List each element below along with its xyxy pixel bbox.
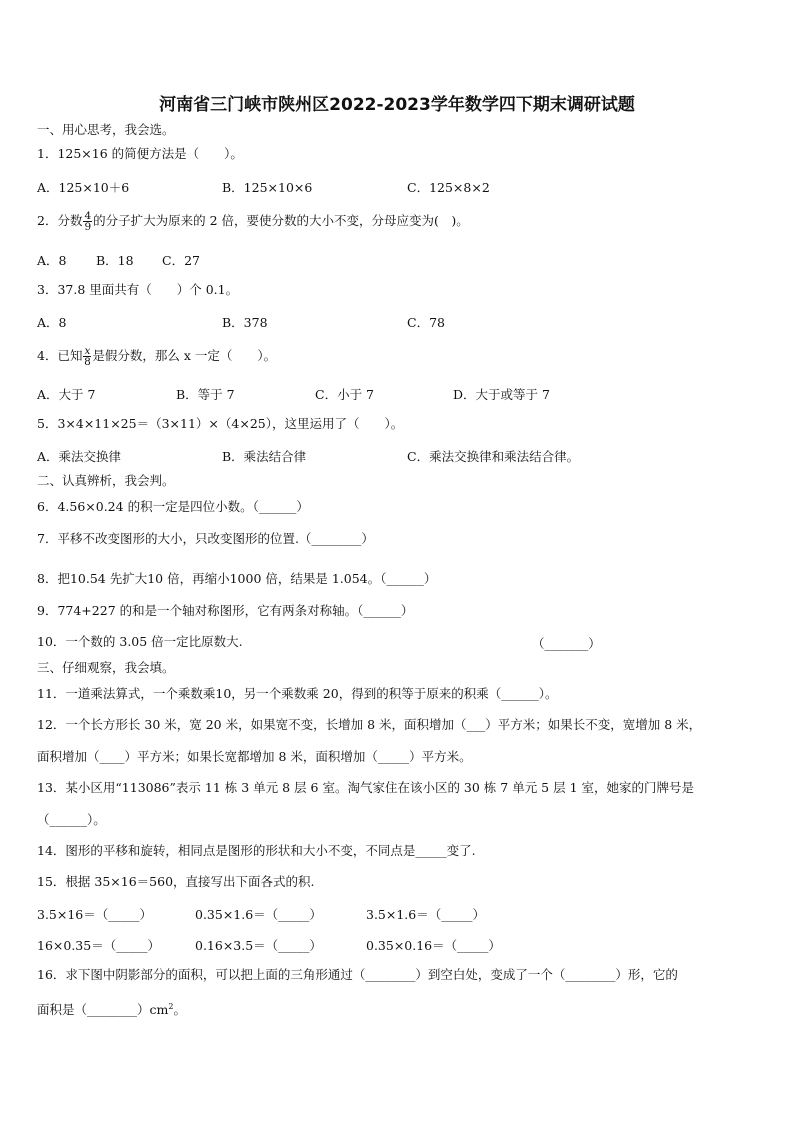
q4-option-c: C．小于 7: [315, 387, 374, 402]
q2-denominator: 9: [84, 221, 92, 233]
question-11: 11．一道乘法算式，一个乘数乘10，另一个乘数乘 20，得到的积等于原来的积乘（______）。: [37, 686, 558, 701]
question-10: 10．一个数的 3.05 倍一定比原数大.: [37, 634, 243, 649]
question-4: [37, 341, 774, 371]
q15-r2-item-2: 0.16×3.5＝（_____）: [195, 938, 322, 953]
q16-superscript: 2: [168, 1002, 174, 1011]
q5-option-a: A．乘法交换律: [37, 449, 122, 464]
question-3: 3．37.8 里面共有（ ）个 0.1。: [37, 282, 239, 297]
question-16-line-2: [37, 999, 774, 1018]
question-2: [37, 206, 774, 236]
q15-r2-item-1: 16×0.35＝（_____）: [37, 938, 160, 953]
q15-r1-item-2: 0.35×1.6＝（_____）: [195, 907, 322, 922]
q4-suffix: 是假分数，那么 x 一定（ ）。: [92, 348, 277, 363]
question-14: 14．图形的平移和旋转，相同点是图形的形状和大小不变，不同点是_____变了.: [37, 843, 476, 858]
q2-prefix: 2．分数: [37, 213, 83, 228]
q15-r2-item-3: 0.35×0.16＝（_____）: [366, 938, 501, 953]
q4-option-a: A．大于 7: [37, 387, 96, 402]
question-12-line-2: 面积增加（____）平方米；如果长宽都增加 8 米，面积增加（_____）平方米。: [37, 749, 472, 764]
q16-text: 面积是（________）cm: [37, 1002, 169, 1018]
question-9: 9．774+227 的和是一个轴对称图形，它有两条对称轴。（______）: [37, 603, 414, 618]
q2-option-b: B．18: [96, 253, 134, 268]
question-6: 6．4.56×0.24 的积一定是四位小数。（______）: [37, 499, 309, 514]
page-title: 河南省三门峡市陕州区2022-2023学年数学四下期末调研试题: [159, 95, 635, 115]
q2-fraction: [83, 211, 92, 232]
q3-option-b: B．378: [222, 315, 268, 330]
section-heading-1: 一、用心思考，我会选。: [37, 122, 175, 137]
q4-numerator: x: [84, 345, 91, 357]
section-heading-3: 三、仔细观察，我会填。: [37, 660, 175, 675]
q2-numerator: 4: [84, 210, 92, 222]
question-7: 7．平移不改变图形的大小，只改变图形的位置.（________）: [37, 531, 374, 546]
q1-option-c: C．125×8×2: [407, 180, 490, 195]
q4-denominator: 8: [84, 356, 91, 368]
q2-suffix: 的分子扩大为原来的 2 倍，要使分数的大小不变，分母应变为( )。: [93, 213, 469, 228]
question-16-line-1: 16．求下图中阴影部分的面积，可以把上面的三角形通过（________）到空白处，变成了一个（________）形，它的: [37, 967, 678, 982]
question-12-line-1: 12．一个长方形长 30 米，宽 20 米，如果宽不变，长增加 8 米，面积增加（___）平方米；如果长不变，宽增加 8 米，: [37, 717, 702, 732]
q1-option-b: B．125×10×6: [222, 180, 313, 195]
question-13-line-1: 13．某小区用“113086”表示 11 栋 3 单元 8 层 6 室。淘气家住在该小区的 30 栋 7 单元 5 层 1 室，她家的门牌号是: [37, 780, 695, 795]
q4-fraction: [83, 346, 91, 367]
q10-answer-blank: （_______）: [532, 636, 601, 651]
q4-option-b: B．等于 7: [176, 387, 235, 402]
q15-r1-item-1: 3.5×16＝（_____）: [37, 907, 153, 922]
question-1: 1．125×16 的简便方法是（ ）。: [37, 146, 243, 161]
q16-end: 。: [173, 1002, 186, 1018]
q15-r1-item-3: 3.5×1.6＝（_____）: [366, 907, 485, 922]
q3-option-c: C．78: [407, 315, 445, 330]
q5-option-b: B．乘法结合律: [222, 449, 307, 464]
q3-option-a: A．8: [37, 315, 67, 330]
question-15: 15．根据 35×16＝560，直接写出下面各式的积.: [37, 874, 315, 889]
question-8: 8．把10.54 先扩大10 倍，再缩小1000 倍，结果是 1.054。（______）: [37, 571, 437, 586]
question-13-line-2: （______）。: [37, 812, 106, 827]
q5-option-c: C．乘法交换律和乘法结合律。: [407, 449, 580, 464]
q2-option-a: A．8: [37, 253, 67, 268]
q4-option-d: D．大于或等于 7: [453, 387, 550, 402]
section-heading-2: 二、认真辨析，我会判。: [37, 473, 175, 488]
q2-option-c: C．27: [162, 253, 200, 268]
q1-option-a: A．125×10＋6: [37, 180, 130, 195]
question-5: 5．3×4×11×25＝（3×11）×（4×25），这里运用了（ ）。: [37, 416, 404, 431]
q4-prefix: 4．已知: [37, 348, 83, 363]
